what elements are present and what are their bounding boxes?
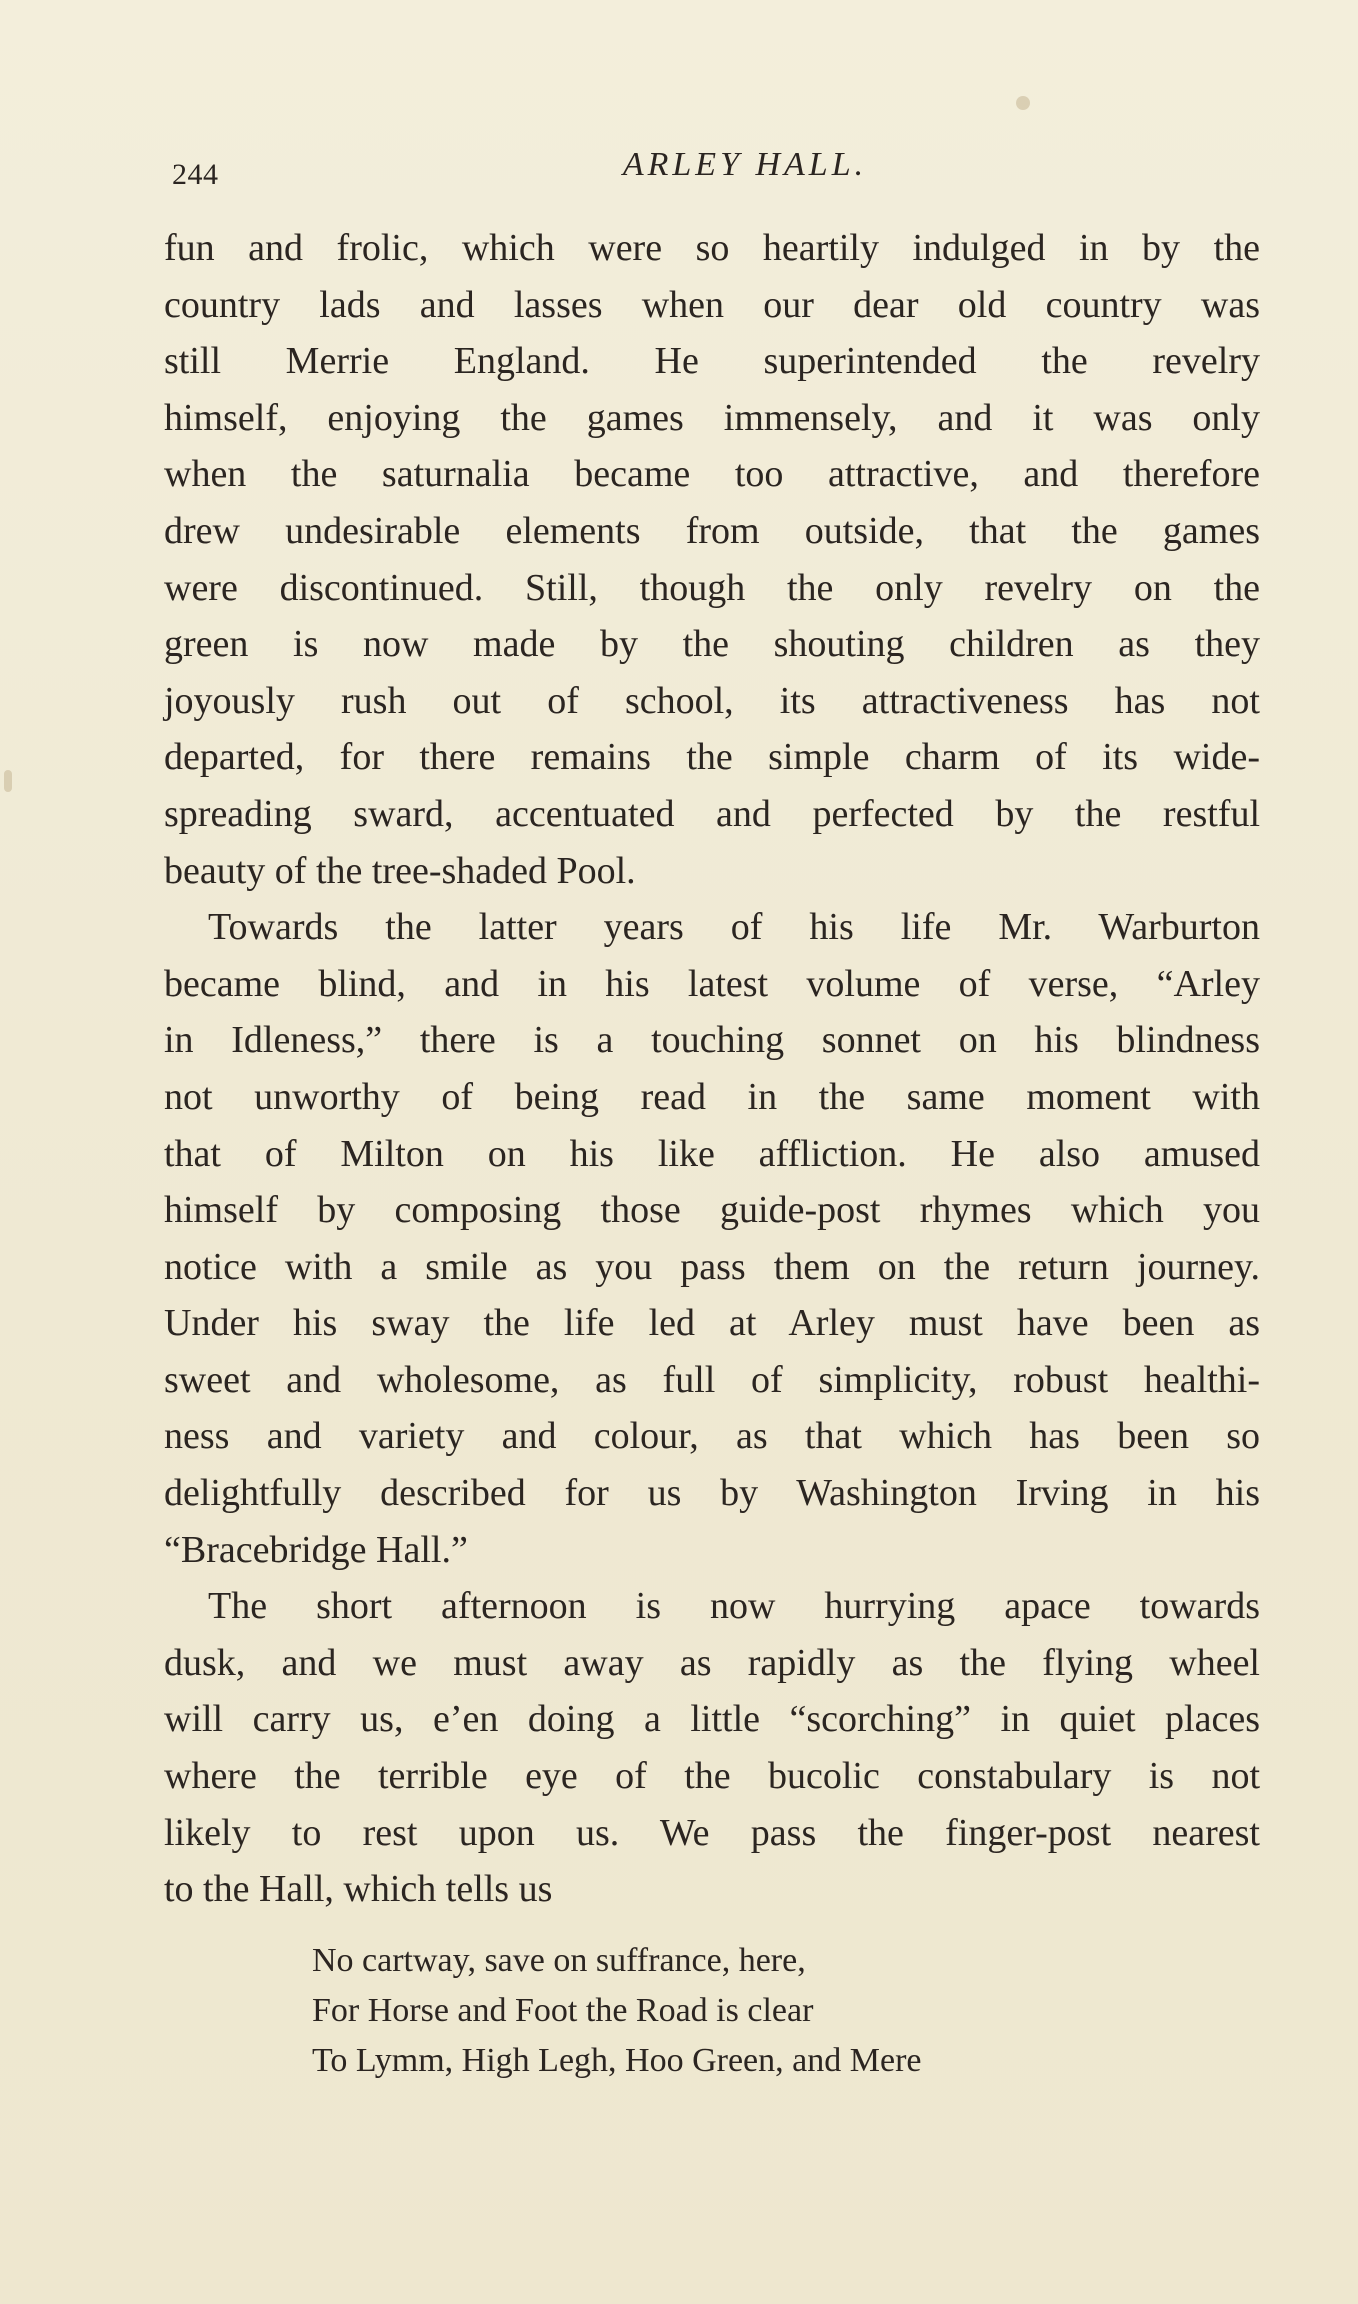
text-line: green is now made by the shouting children as they — [164, 623, 1260, 666]
text-line: fun and frolic, which were so heartily indulged in by the — [164, 227, 1260, 269]
text-line: likely to rest upon us. We pass the finger-post nearest — [164, 1811, 1260, 1854]
body-text — [164, 220, 1260, 1918]
verse-line: No cartway, save on suffrance, here, — [312, 1942, 806, 1979]
text-line: Under his sway the life led at Arley must have been as — [164, 1302, 1260, 1345]
text-line: in Idleness,” there is a touching sonnet on his blindness — [164, 1019, 1260, 1062]
text-line: himself, enjoying the games immensely, and it was only — [164, 396, 1260, 439]
text-line: were discontinued. Still, though the only revelry on the — [164, 566, 1260, 609]
text-line: The short afternoon is now hurrying apace towards — [208, 1585, 1260, 1628]
paragraph-1 — [164, 220, 1260, 899]
text-line: “Bracebridge Hall.” — [164, 1528, 468, 1571]
text-line: drew undesirable elements from outside, that the games — [164, 509, 1260, 552]
text-line: country lads and lasses when our dear old country was — [164, 283, 1260, 326]
running-title: ARLEY HALL. — [622, 146, 868, 183]
text-line: still Merrie England. He superintended the revelry — [164, 340, 1260, 383]
text-line: Towards the latter years of his life Mr. Warburton — [208, 906, 1260, 949]
paper-speck — [1016, 96, 1030, 110]
text-line: will carry us, e’en doing a little “scorching” in quiet places — [164, 1698, 1260, 1741]
text-line: dusk, and we must away as rapidly as the flying wheel — [164, 1641, 1260, 1684]
text-line: that of Milton on his like affliction. He also amused — [164, 1132, 1260, 1175]
paragraph-2 — [164, 899, 1260, 1578]
verse-line: For Horse and Foot the Road is clear — [312, 1992, 814, 2029]
text-line: spreading sward, accentuated and perfected by the restful — [164, 792, 1260, 835]
text-line: not unworthy of being read in the same moment with — [164, 1075, 1260, 1118]
text-line: beauty of the tree-shaded Pool. — [164, 849, 636, 892]
text-line: himself by composing those guide-post rhymes which you — [164, 1189, 1260, 1232]
text-line: departed, for there remains the simple charm of its wide- — [164, 736, 1260, 779]
text-line: when the saturnalia became too attractive, and therefore — [164, 453, 1260, 496]
page-header — [170, 146, 1260, 196]
page-number: 244 — [172, 158, 219, 191]
verse-line: To Lymm, High Legh, Hoo Green, and Mere — [312, 2042, 922, 2079]
paragraph-3 — [164, 1578, 1260, 1918]
text-line: ness and variety and colour, as that which has been so — [164, 1415, 1260, 1458]
text-line: to the Hall, which tells us — [164, 1868, 553, 1911]
text-line: became blind, and in his latest volume of verse, “Arley — [164, 962, 1260, 1005]
guide-post-verse — [312, 1936, 921, 2086]
text-line: where the terrible eye of the bucolic constabulary is not — [164, 1755, 1260, 1798]
text-line: sweet and wholesome, as full of simplicity, robust healthi- — [164, 1358, 1260, 1401]
text-line: joyously rush out of school, its attractiveness has not — [164, 679, 1260, 722]
text-line: delightfully described for us by Washington Irving in his — [164, 1472, 1260, 1515]
paper-speck — [4, 770, 12, 792]
text-line: notice with a smile as you pass them on the return journey. — [164, 1245, 1260, 1288]
